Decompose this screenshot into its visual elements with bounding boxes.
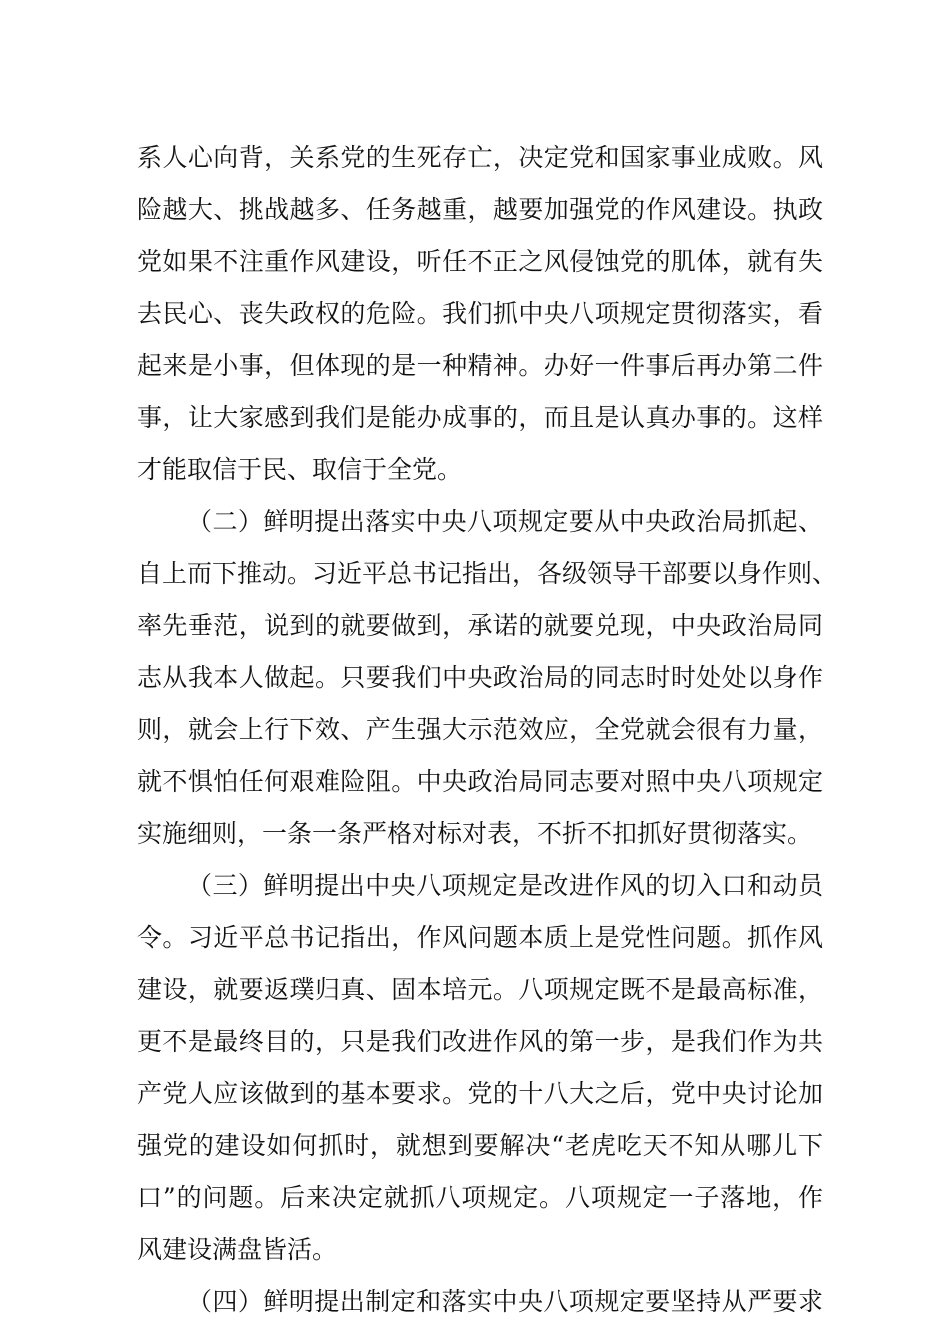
paragraph-first-line: （四）鲜明提出制定和落实中央八项规定要坚持从严要求	[187, 1287, 823, 1316]
text-line: 才能取信于民、取信于全党。	[137, 455, 463, 484]
text-line: 事，让大家感到我们是能办成事的，而且是认真办事的。这样	[137, 403, 823, 432]
text-line: 风建设满盘皆活。	[137, 1235, 338, 1264]
text-line: 去民心、丧失政权的危险。我们抓中央八项规定贯彻落实，看	[137, 299, 823, 328]
text-line: 自上而下推动。习近平总书记指出，各级领导干部要以身作则、	[137, 559, 838, 588]
text-line: 令。习近平总书记指出，作风问题本质上是党性问题。抓作风	[137, 923, 823, 952]
text-line: 系人心向背，关系党的生死存亡，决定党和国家事业成败。风	[137, 143, 823, 172]
text-line: 产党人应该做到的基本要求。党的十八大之后，党中央讨论加	[137, 1079, 823, 1108]
text-line: 志从我本人做起。只要我们中央政治局的同志时时处处以身作	[137, 663, 823, 692]
text-line: 建设，就要返璞归真、固本培元。八项规定既不是最高标准，	[137, 975, 823, 1004]
text-line: 率先垂范，说到的就要做到，承诺的就要兑现，中央政治局同	[137, 611, 823, 640]
text-line: 起来是小事，但体现的是一种精神。办好一件事后再办第二件	[137, 351, 823, 380]
text-line: 口”的问题。后来决定就抓八项规定。八项规定一子落地，作	[137, 1183, 823, 1212]
paragraph-first-line: （二）鲜明提出落实中央八项规定要从中央政治局抓起、	[187, 507, 823, 536]
text-line: 党如果不注重作风建设，听任不正之风侵蚀党的肌体，就有失	[137, 247, 823, 276]
text-line: 则，就会上行下效、产生强大示范效应，全党就会很有力量，	[137, 715, 823, 744]
text-line: 强党的建设如何抓时，就想到要解决“老虎吃天不知从哪儿下	[137, 1131, 823, 1160]
text-line: 更不是最终目的，只是我们改进作风的第一步，是我们作为共	[137, 1027, 823, 1056]
text-line: 实施细则，一条一条严格对标对表，不折不扣抓好贯彻落实。	[137, 819, 813, 848]
text-line: 就不惧怕任何艰难险阻。中央政治局同志要对照中央八项规定	[137, 767, 823, 796]
paragraph-first-line: （三）鲜明提出中央八项规定是改进作风的切入口和动员	[187, 871, 823, 900]
text-line: 险越大、挑战越多、任务越重，越要加强党的作风建设。执政	[137, 195, 823, 224]
